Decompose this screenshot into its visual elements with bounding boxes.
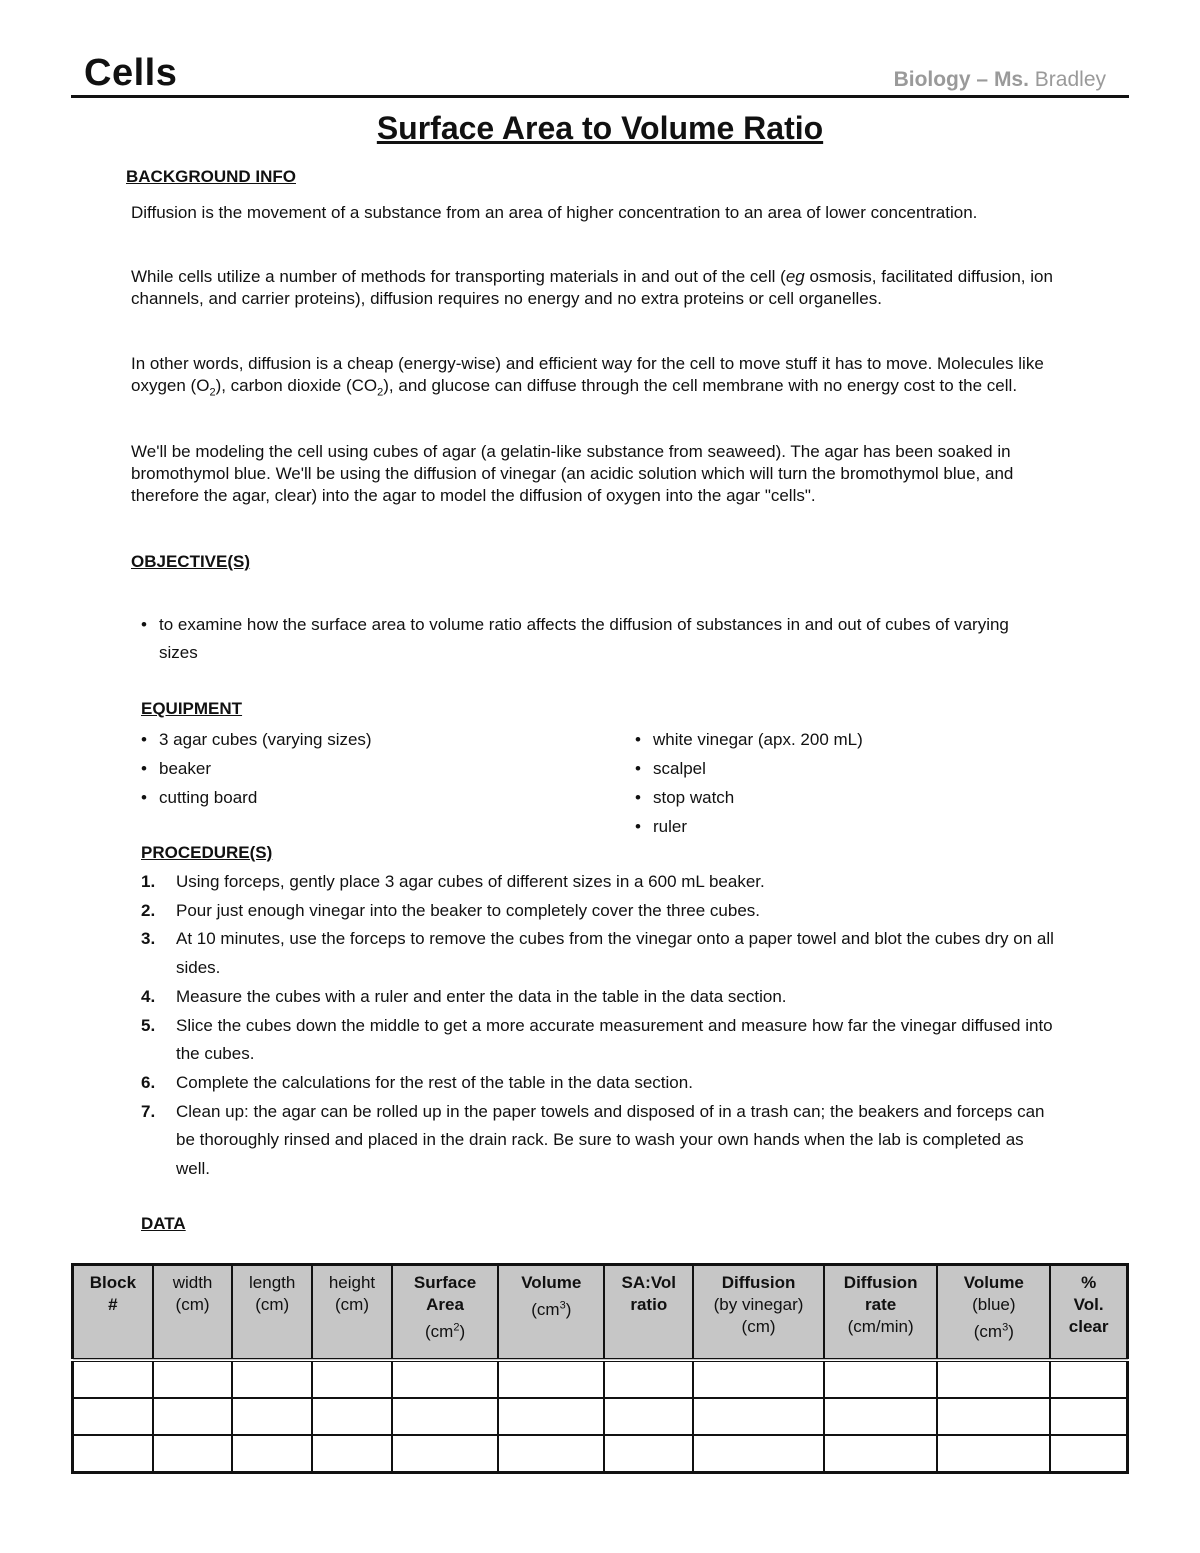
table-cell[interactable] — [392, 1360, 498, 1398]
table-cell[interactable] — [693, 1435, 824, 1473]
table-cell[interactable] — [937, 1398, 1050, 1435]
step-number: 2. — [141, 900, 156, 920]
table-cell[interactable] — [693, 1360, 824, 1398]
step-number: 7. — [141, 1101, 156, 1121]
table-cell[interactable] — [392, 1435, 498, 1473]
col-volume-blue: Volume (blue) $(cm^3)$ — [937, 1265, 1050, 1361]
background-paragraph-4: We'll be modeling the cell using cubes of agar (a gelatin-like substance from seaweed). The agar has been soaked in bromothymol blue. We'll be using the diffusion of vinegar (an acidic solution which will turn the bromothymol blue, and therefore the agar, clear) into the agar to model the diffusion of oxygen into the agar "cells". — [131, 442, 1014, 505]
step-text: Using forceps, gently place 3 agar cubes of different sizes in a 600 mL beaker. — [176, 872, 765, 891]
course-name: Biology — [893, 68, 971, 91]
step-text: Complete the calculations for the rest of the table in the data section. — [176, 1072, 693, 1092]
p2-text-b: osmosis, facilitated diffusion, ion channels, and carrier proteins), diffusion requires no energy and no extra proteins or cell organelles. — [131, 267, 1053, 308]
table-cell[interactable] — [604, 1435, 693, 1473]
p2-eg: eg — [785, 267, 805, 286]
p3-text-c: ), and glucose can diffuse through the cell membrane with no energy cost to the cell. — [383, 376, 1018, 395]
step-text: Clean up: the agar can be rolled up in the paper towels and disposed of in a trash can; the beakers and forceps can be thoroughly rinsed and placed in the drain rack. Be sure to wash your own hands when the lab is completed as well. — [176, 1101, 1045, 1179]
col-volume: Volume $(cm^3)$ — [498, 1265, 604, 1361]
objectives-list — [141, 611, 1041, 667]
table-cell[interactable] — [232, 1398, 312, 1435]
step-text: Measure the cubes with a ruler and enter the data in the table in the data section. — [176, 986, 787, 1006]
header-divider — [71, 95, 1129, 98]
procedure-step — [141, 1098, 1056, 1184]
table-row — [73, 1398, 1128, 1435]
table-cell[interactable] — [392, 1398, 498, 1435]
step-text: Slice the cubes down the middle to get a more accurate measurement and measure how far the vinegar diffused into the cubes. — [176, 1015, 1053, 1064]
equipment-list-left — [141, 725, 581, 812]
table-row — [73, 1435, 1128, 1473]
procedures-heading: PROCEDURE(S) — [141, 843, 273, 862]
equipment-item: • scalpel — [635, 754, 1075, 783]
table-cell[interactable] — [604, 1360, 693, 1398]
background-paragraph-2 — [131, 266, 1061, 310]
table-cell[interactable] — [693, 1398, 824, 1435]
col-surface-area: Surface Area $(cm^2)$ — [392, 1265, 498, 1361]
teacher-name: Bradley — [1034, 68, 1106, 91]
p3-sub-1: 2 — [209, 386, 216, 399]
table-cell[interactable] — [73, 1435, 153, 1473]
procedure-list — [141, 868, 1056, 1184]
table-cell[interactable] — [824, 1360, 938, 1398]
step-number: 3. — [141, 929, 156, 949]
col-sa-vol-ratio: SA:Vol ratio — [604, 1265, 693, 1361]
table-cell[interactable] — [937, 1360, 1050, 1398]
background-heading: BACKGROUND INFO — [126, 167, 296, 186]
table-cell[interactable] — [312, 1360, 392, 1398]
col-diffusion: Diffusion (by vinegar) (cm) — [693, 1265, 824, 1361]
table-cell[interactable] — [498, 1398, 604, 1435]
equipment-item: • cutting board — [141, 783, 581, 812]
table-cell[interactable] — [824, 1398, 938, 1435]
table-cell[interactable] — [73, 1360, 153, 1398]
table-cell[interactable] — [312, 1398, 392, 1435]
procedure-step — [141, 897, 1056, 926]
col-diffusion-rate: Diffusion rate (cm/min) — [824, 1265, 938, 1361]
procedure-step — [141, 1012, 1056, 1069]
data-table — [71, 1263, 1129, 1474]
step-number: 5. — [141, 1015, 156, 1035]
objectives-heading: OBJECTIVE(S) — [131, 552, 251, 571]
table-cell[interactable] — [604, 1398, 693, 1435]
background-paragraph-3 — [131, 353, 1061, 397]
table-row — [73, 1360, 1128, 1398]
course-teacher — [894, 68, 1106, 92]
step-number: 4. — [141, 986, 156, 1006]
table-cell[interactable] — [1050, 1360, 1127, 1398]
p2-text-a: While cells utilize a number of methods for transporting materials in and out of the cell ( — [131, 267, 786, 286]
table-cell[interactable] — [232, 1435, 312, 1473]
equipment-item: • stop watch — [635, 783, 1075, 812]
step-number: 1. — [141, 872, 156, 891]
background-paragraph-1: Diffusion is the movement of a substance from an area of higher concentration to an area of lower concentration. — [131, 203, 978, 222]
procedure-step — [141, 1069, 1056, 1098]
table-cell[interactable] — [824, 1435, 938, 1473]
table-cell[interactable] — [312, 1435, 392, 1473]
equipment-item: • beaker — [141, 754, 581, 783]
unit-title: Cells — [84, 52, 178, 94]
step-text: Pour just enough vinegar into the beaker to completely cover the three cubes. — [176, 900, 761, 920]
equipment-heading: EQUIPMENT — [141, 699, 243, 718]
table-cell[interactable] — [498, 1435, 604, 1473]
table-cell[interactable] — [1050, 1398, 1127, 1435]
col-length: length (cm) — [232, 1265, 312, 1361]
table-cell[interactable] — [153, 1435, 233, 1473]
equipment-item: • ruler — [635, 812, 1075, 841]
equipment-list-right — [635, 725, 1075, 841]
table-cell[interactable] — [153, 1398, 233, 1435]
table-header-row — [73, 1265, 1128, 1361]
data-heading: DATA — [141, 1214, 186, 1233]
col-width: width (cm) — [153, 1265, 233, 1361]
objective-item: • to examine how the surface area to volume ratio affects the diffusion of substances in and out of cubes of varying sizes — [141, 611, 1041, 667]
col-height: height (cm) — [312, 1265, 392, 1361]
table-cell[interactable] — [498, 1360, 604, 1398]
table-cell[interactable] — [73, 1398, 153, 1435]
col-pct-clear: % Vol. clear — [1050, 1265, 1127, 1361]
table-cell[interactable] — [232, 1360, 312, 1398]
equipment-item: • white vinegar (apx. 200 mL) — [635, 725, 1075, 754]
table-cell[interactable] — [937, 1435, 1050, 1473]
p3-sub-2: 2 — [377, 386, 384, 399]
procedure-step — [141, 925, 1056, 982]
table-cell[interactable] — [153, 1360, 233, 1398]
p3-text-b: ), carbon dioxide (CO — [215, 376, 378, 395]
p3-text-a: In other words, diffusion is a cheap (energy-wise) and efficient way for the cell to move stuff it has to move. Molecules like oxygen (O — [131, 354, 1044, 395]
teacher-prefix: Ms. — [993, 68, 1029, 91]
step-text: At 10 minutes, use the forceps to remove the cubes from the vinegar onto a paper towel and blot the cubes dry on all sides. — [176, 929, 1054, 978]
col-block: Block # — [73, 1265, 153, 1361]
dash: – — [976, 68, 989, 91]
step-number: 6. — [141, 1072, 156, 1092]
table-cell[interactable] — [1050, 1435, 1127, 1473]
equipment-item: • 3 agar cubes (varying sizes) — [141, 725, 581, 754]
procedure-step — [141, 983, 1056, 1012]
page-title: Surface Area to Volume Ratio — [376, 110, 824, 146]
procedure-step — [141, 868, 1056, 897]
